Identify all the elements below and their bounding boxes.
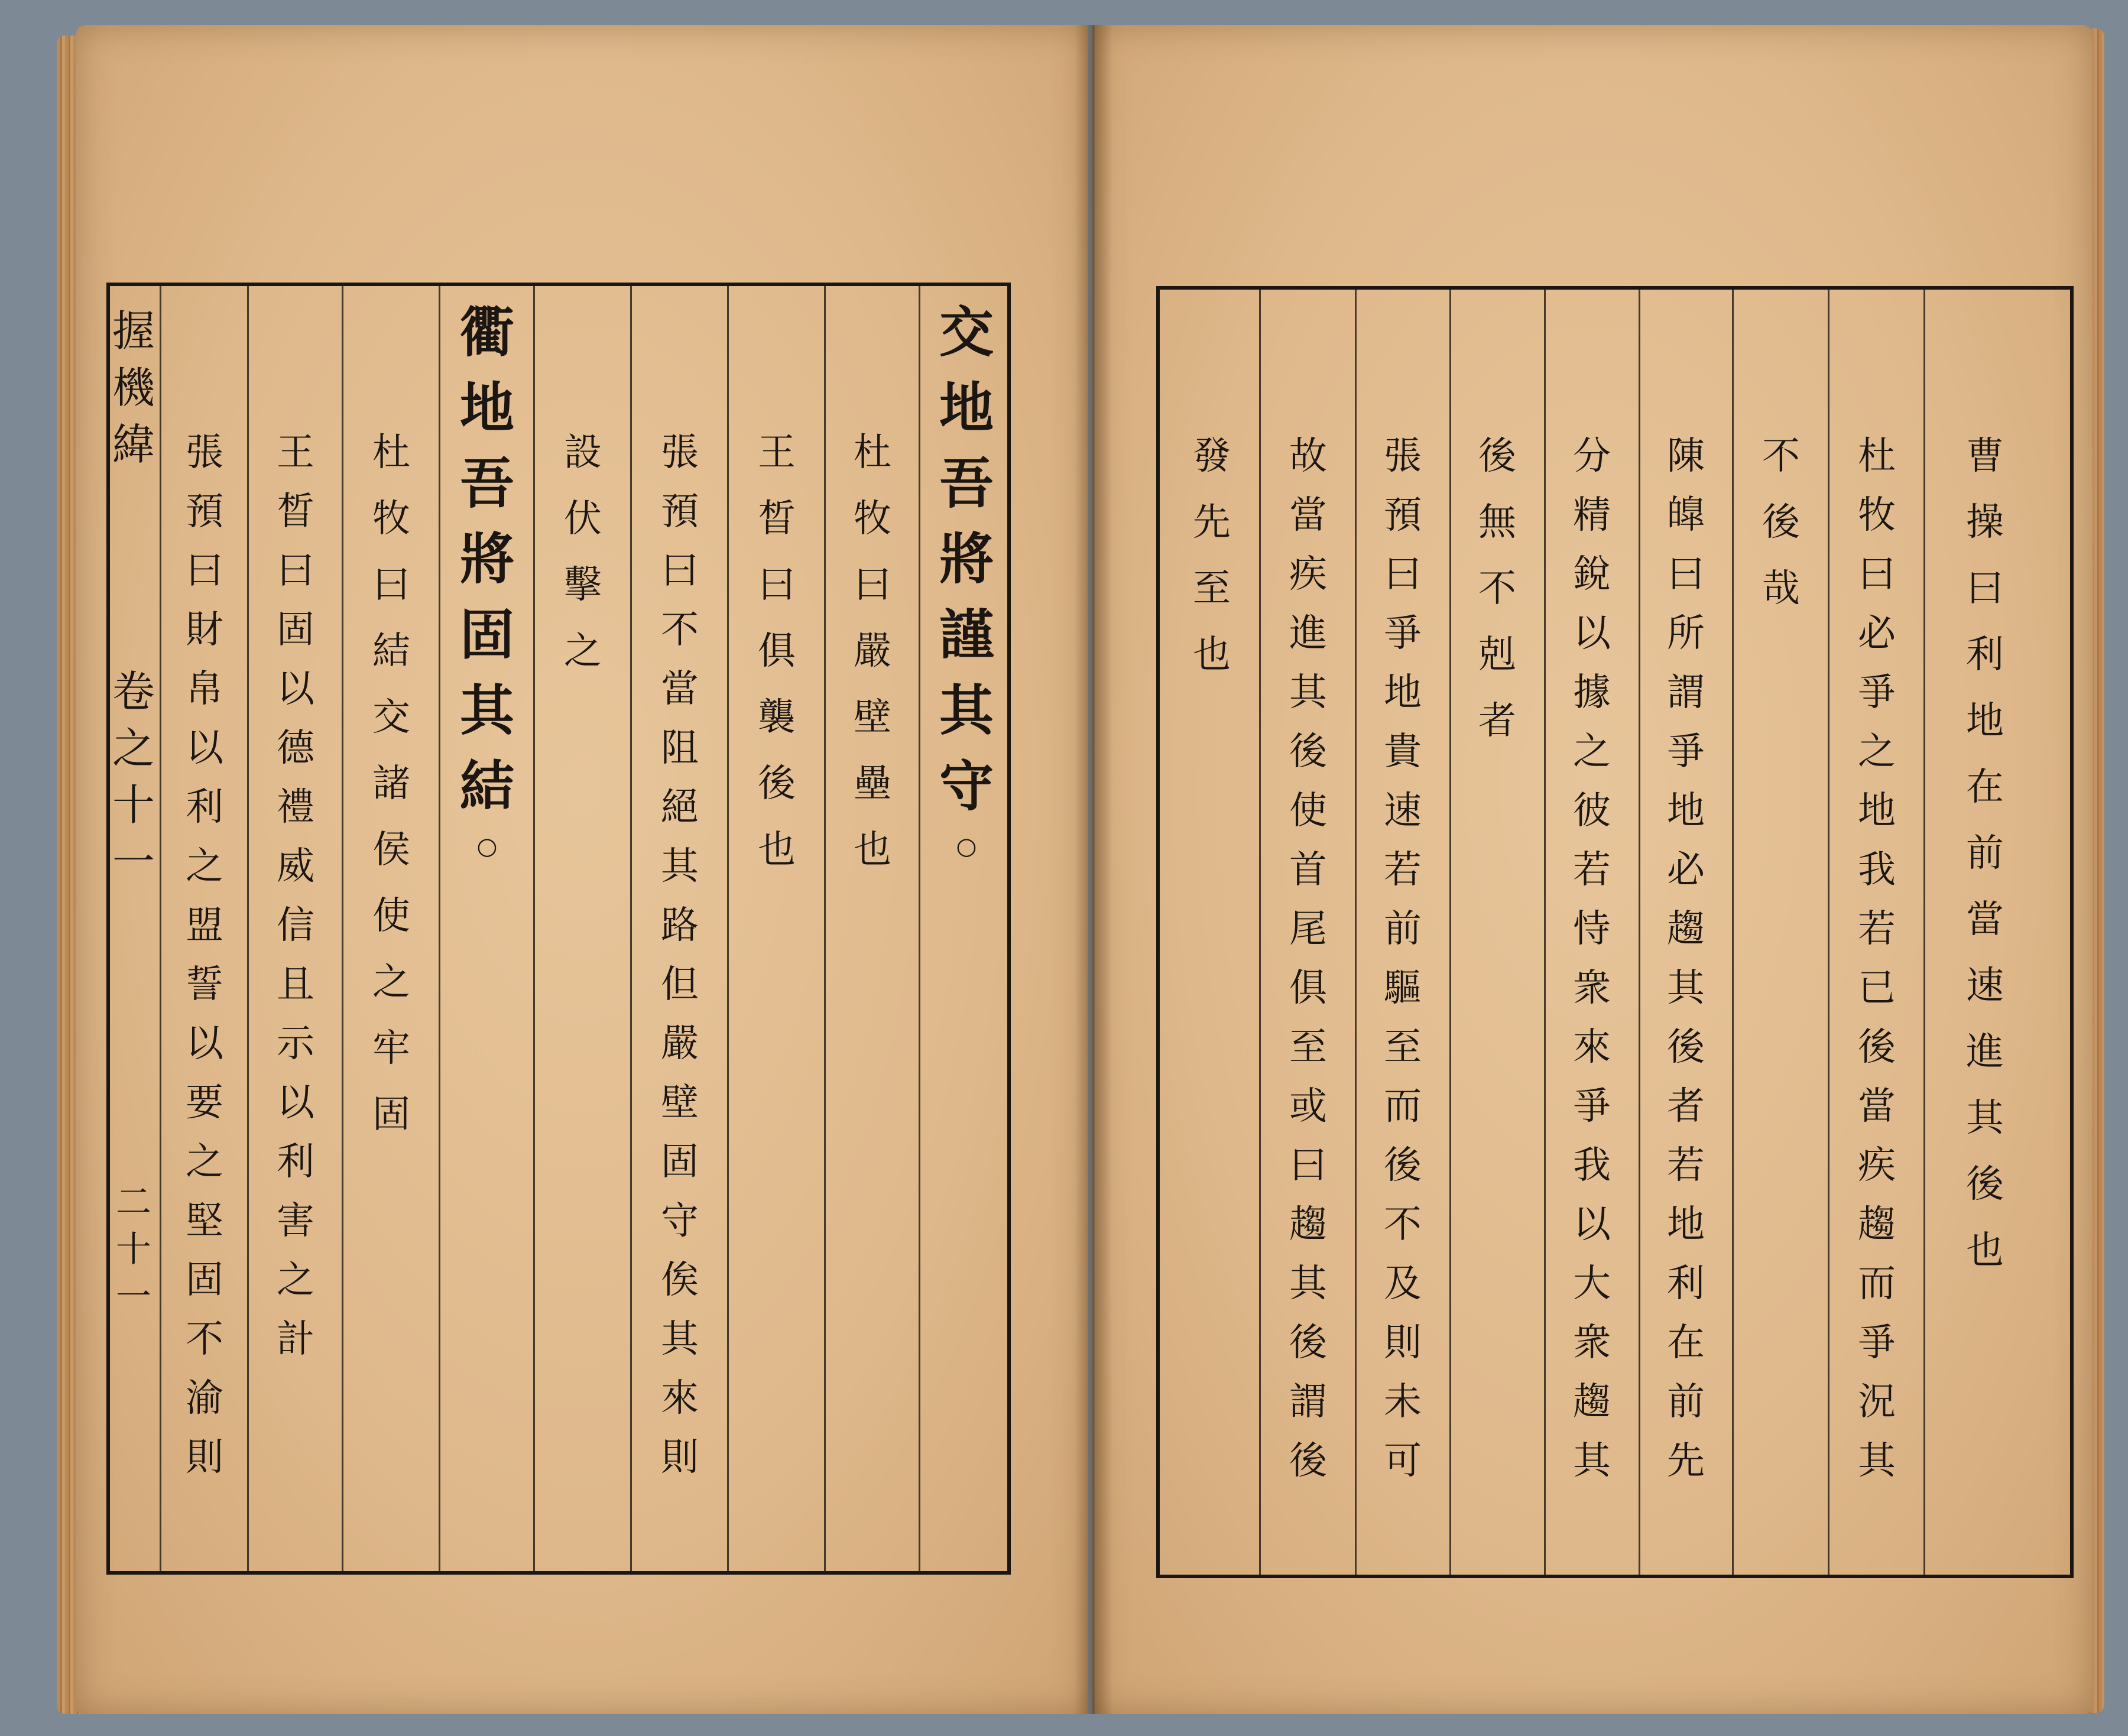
column-rule bbox=[160, 286, 161, 1571]
commentary-column: 王 晳 曰 俱 襲 後 也 bbox=[758, 431, 796, 872]
commentary-column: 張 預 曰 財 帛 以 利 之 盟 誓 以 要 之 堅 固 不 渝 則 bbox=[186, 431, 223, 1479]
commentary-column: 杜 牧 曰 必 爭 之 地 我 若 已 後 當 疾 趨 而 爭 況 其 bbox=[1858, 434, 1896, 1483]
right-text-frame bbox=[1156, 286, 2074, 1578]
column-rule bbox=[533, 286, 535, 1571]
column-rule bbox=[1259, 290, 1261, 1575]
margin-juan: 卷 之 十 一 bbox=[112, 667, 155, 887]
commentary-column: 張 預 曰 不 當 阻 絕 其 路 但 嚴 壁 固 守 俟 其 來 則 bbox=[661, 431, 699, 1479]
column-rule bbox=[824, 286, 826, 1571]
commentary-column: 故 當 疾 進 其 後 使 首 尾 俱 至 或 曰 趨 其 後 謂 後 bbox=[1289, 434, 1327, 1483]
commentary-column: 杜 牧 曰 結 交 諸 侯 使 之 牢 固 bbox=[372, 431, 410, 1137]
column-rule bbox=[439, 286, 440, 1571]
column-rule bbox=[727, 286, 729, 1571]
column-rule bbox=[247, 286, 249, 1571]
commentary-column: 張 預 曰 爭 地 貴 速 若 前 驅 至 而 後 不 及 則 未 可 bbox=[1384, 434, 1422, 1483]
commentary-column: 設 伏 擊 之 bbox=[564, 431, 602, 673]
column-rule bbox=[342, 286, 343, 1571]
commentary-column: 分 精 銳 以 據 之 彼 若 恃 衆 來 爭 我 以 大 衆 趨 其 bbox=[1573, 434, 1611, 1483]
margin-title: 握 機 緯 bbox=[112, 306, 155, 469]
book-gutter bbox=[1075, 25, 1112, 1714]
main-text-column: 交 地 吾 將 謹 其 守 ○ bbox=[939, 300, 994, 860]
column-rule bbox=[1923, 290, 1925, 1575]
left-text-frame bbox=[106, 283, 1011, 1575]
commentary-column: 後 無 不 剋 者 bbox=[1478, 434, 1516, 743]
main-text-column: 衢 地 吾 將 固 其 結 ○ bbox=[459, 300, 514, 860]
column-rule bbox=[1828, 290, 1829, 1575]
column-rule bbox=[919, 286, 920, 1571]
commentary-column: 發 先 至 也 bbox=[1193, 434, 1231, 677]
column-rule bbox=[1732, 290, 1734, 1575]
commentary-column: 陳 皥 曰 所 謂 爭 地 必 趨 其 後 者 若 地 利 在 前 先 bbox=[1667, 434, 1705, 1483]
margin-page-number: 二 十 一 bbox=[116, 1182, 151, 1318]
commentary-column: 杜 牧 曰 嚴 壁 壘 也 bbox=[854, 431, 891, 872]
commentary-column: 王 晳 曰 固 以 德 禮 威 信 且 示 以 利 害 之 計 bbox=[277, 431, 314, 1361]
commentary-column: 不 後 哉 bbox=[1762, 434, 1800, 611]
column-rule bbox=[630, 286, 632, 1571]
commentary-column: 曹 操 曰 利 地 在 前 當 速 進 其 後 也 bbox=[1966, 434, 2004, 1273]
